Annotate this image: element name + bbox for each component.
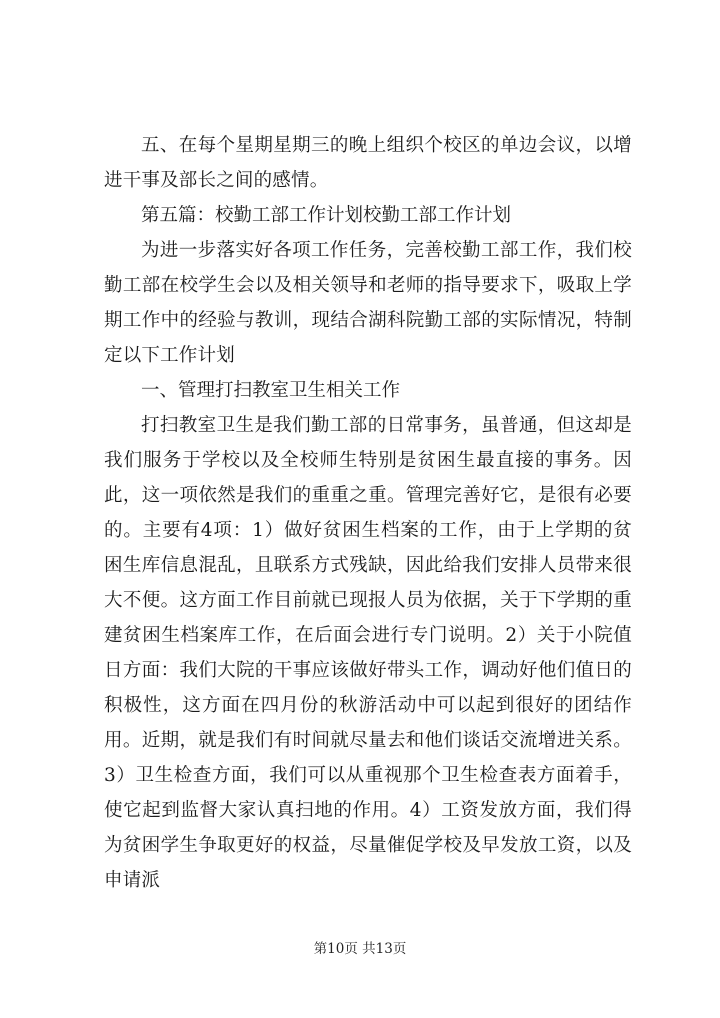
paragraph-meeting-item: 五、在每个星期星期三的晚上组织个校区的单边会议，以增进干事及部长之间的感情。 xyxy=(104,135,632,191)
paragraph-intro: 为进一步落实好各项工作任务，完善校勤工部工作，我们校勤工部在校学生会以及相关领导和老师的指导要求下，吸取上学期工作中的经验与教训，现结合湖科院勤工部的实际情况，特制定以下工作计划 xyxy=(104,240,632,366)
document-body xyxy=(104,128,632,898)
subsection-heading: 一、管理打扫教室卫生相关工作 xyxy=(141,380,401,401)
paragraph-classroom-cleaning: 打扫教室卫生是我们勤工部的日常事务，虽普通，但这却是我们服务于学校以及全校师生特别是贫困生最直接的事务。因此，这一项依然是我们的重重之重。管理完善好它，是很有必要的。主要有4项：1）做好贫困生档案的工作，由于上学期的贫困生库信息混乱，且联系方式残缺，因此给我们安排人员带来很大不便。这方面工作目前就已现报人员为依据，关于下学期的重建贫困生档案库工作，在后面会进行专门说明。2）关于小院值日方面：我们大院的干事应该做好带头工作，调动好他们值日的积极性，这方面在四月份的秋游活动中可以起到很好的团结作用。近期，就是我们有时间就尽量去和他们谈话交流增进关系。3）卫生检查方面，我们可以从重视那个卫生检查表方面着手，使它起到监督大家认真扫地的作用。4）工资发放方面，我们得为贫困学生争取更好的权益，尽量催促学校及早发放工资，以及申请派 xyxy=(104,415,632,891)
page-number-footer: 第10页 共13页 xyxy=(313,941,407,957)
section-title: 第五篇：校勤工部工作计划校勤工部工作计划 xyxy=(141,205,512,226)
